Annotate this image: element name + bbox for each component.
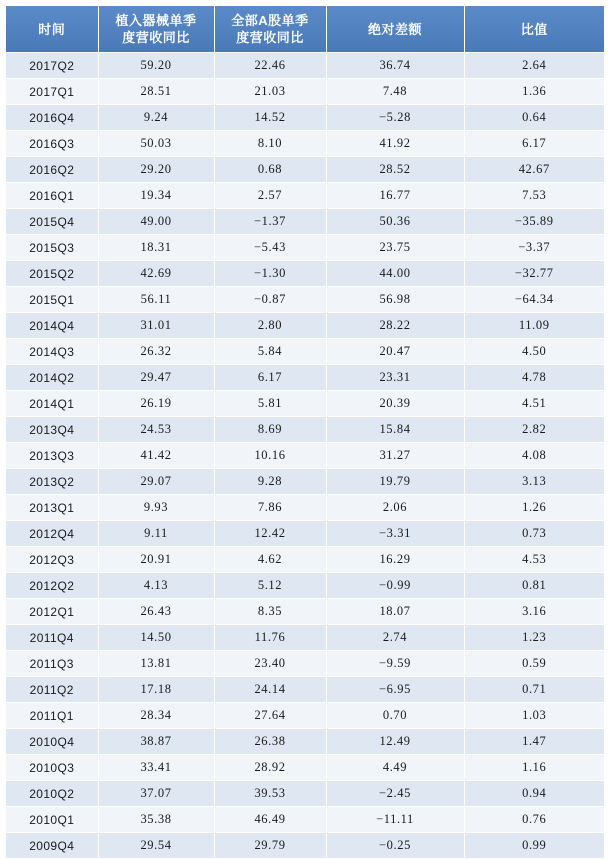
- cell-absolute-difference: 2.74: [326, 625, 464, 651]
- cell-time: 2015Q2: [6, 261, 98, 287]
- cell-ratio: −3.37: [464, 235, 604, 261]
- cell-absolute-difference: 23.31: [326, 365, 464, 391]
- cell-ratio: 0.99: [464, 833, 604, 859]
- cell-all-a-share-yoy: 46.49: [214, 807, 326, 833]
- cell-time: 2011Q2: [6, 677, 98, 703]
- cell-all-a-share-yoy: 5.84: [214, 339, 326, 365]
- table-row: [6, 53, 604, 79]
- column-header-line: 全部A股单季: [231, 13, 309, 28]
- cell-implant-device-yoy: 24.53: [98, 417, 214, 443]
- cell-absolute-difference: 7.48: [326, 79, 464, 105]
- column-header-absolute-difference: [326, 6, 464, 53]
- cell-ratio: 3.16: [464, 599, 604, 625]
- table-row: [6, 729, 604, 755]
- cell-all-a-share-yoy: 4.62: [214, 547, 326, 573]
- cell-time: 2016Q4: [6, 105, 98, 131]
- cell-time: 2014Q4: [6, 313, 98, 339]
- cell-implant-device-yoy: 29.54: [98, 833, 214, 859]
- cell-implant-device-yoy: 41.42: [98, 443, 214, 469]
- cell-time: 2013Q4: [6, 417, 98, 443]
- table-row: [6, 599, 604, 625]
- cell-ratio: 11.09: [464, 313, 604, 339]
- cell-absolute-difference: 20.39: [326, 391, 464, 417]
- table-row: [6, 703, 604, 729]
- cell-ratio: 0.94: [464, 781, 604, 807]
- cell-all-a-share-yoy: 23.40: [214, 651, 326, 677]
- cell-ratio: 0.81: [464, 573, 604, 599]
- column-header-line: 绝对差额: [367, 21, 422, 37]
- cell-implant-device-yoy: 37.07: [98, 781, 214, 807]
- cell-absolute-difference: 44.00: [326, 261, 464, 287]
- cell-all-a-share-yoy: 14.52: [214, 105, 326, 131]
- cell-ratio: 0.59: [464, 651, 604, 677]
- table-row: [6, 261, 604, 287]
- table-row: [6, 833, 604, 859]
- table-row: [6, 209, 604, 235]
- cell-all-a-share-yoy: 5.12: [214, 573, 326, 599]
- table-row: [6, 287, 604, 313]
- cell-all-a-share-yoy: 27.64: [214, 703, 326, 729]
- cell-all-a-share-yoy: 39.53: [214, 781, 326, 807]
- cell-ratio: 4.50: [464, 339, 604, 365]
- cell-ratio: 1.26: [464, 495, 604, 521]
- cell-ratio: 7.53: [464, 183, 604, 209]
- cell-absolute-difference: 16.29: [326, 547, 464, 573]
- cell-all-a-share-yoy: 7.86: [214, 495, 326, 521]
- cell-implant-device-yoy: 56.11: [98, 287, 214, 313]
- column-header-line: 度营收同比: [236, 30, 304, 45]
- cell-implant-device-yoy: 26.32: [98, 339, 214, 365]
- cell-all-a-share-yoy: −1.30: [214, 261, 326, 287]
- cell-time: 2012Q3: [6, 547, 98, 573]
- cell-ratio: 42.67: [464, 157, 604, 183]
- cell-absolute-difference: 50.36: [326, 209, 464, 235]
- table-row: [6, 807, 604, 833]
- cell-implant-device-yoy: 18.31: [98, 235, 214, 261]
- cell-all-a-share-yoy: 26.38: [214, 729, 326, 755]
- cell-time: 2016Q1: [6, 183, 98, 209]
- cell-all-a-share-yoy: 9.28: [214, 469, 326, 495]
- table-row: [6, 79, 604, 105]
- cell-implant-device-yoy: 17.18: [98, 677, 214, 703]
- cell-ratio: 4.78: [464, 365, 604, 391]
- cell-time: 2012Q1: [6, 599, 98, 625]
- cell-time: 2014Q2: [6, 365, 98, 391]
- cell-time: 2010Q3: [6, 755, 98, 781]
- cell-time: 2017Q2: [6, 53, 98, 79]
- cell-absolute-difference: 12.49: [326, 729, 464, 755]
- cell-ratio: 4.51: [464, 391, 604, 417]
- cell-absolute-difference: −11.11: [326, 807, 464, 833]
- cell-all-a-share-yoy: 5.81: [214, 391, 326, 417]
- cell-absolute-difference: 28.52: [326, 157, 464, 183]
- cell-all-a-share-yoy: 11.76: [214, 625, 326, 651]
- cell-ratio: 4.53: [464, 547, 604, 573]
- cell-ratio: 2.64: [464, 53, 604, 79]
- cell-ratio: 1.03: [464, 703, 604, 729]
- cell-all-a-share-yoy: 29.79: [214, 833, 326, 859]
- cell-absolute-difference: 23.75: [326, 235, 464, 261]
- cell-absolute-difference: −6.95: [326, 677, 464, 703]
- cell-absolute-difference: 19.79: [326, 469, 464, 495]
- cell-all-a-share-yoy: 22.46: [214, 53, 326, 79]
- cell-time: 2016Q3: [6, 131, 98, 157]
- cell-ratio: 0.73: [464, 521, 604, 547]
- quarterly-revenue-comparison-table: [6, 6, 604, 859]
- cell-ratio: 3.13: [464, 469, 604, 495]
- cell-ratio: 1.47: [464, 729, 604, 755]
- cell-ratio: 2.82: [464, 417, 604, 443]
- table-row: [6, 573, 604, 599]
- table-row: [6, 339, 604, 365]
- cell-all-a-share-yoy: 8.35: [214, 599, 326, 625]
- cell-absolute-difference: −2.45: [326, 781, 464, 807]
- table-row: [6, 651, 604, 677]
- cell-absolute-difference: 20.47: [326, 339, 464, 365]
- cell-time: 2011Q4: [6, 625, 98, 651]
- cell-time: 2014Q3: [6, 339, 98, 365]
- table-header-row: [6, 6, 604, 53]
- cell-absolute-difference: 15.84: [326, 417, 464, 443]
- table-row: [6, 105, 604, 131]
- cell-all-a-share-yoy: −0.87: [214, 287, 326, 313]
- cell-all-a-share-yoy: −1.37: [214, 209, 326, 235]
- cell-all-a-share-yoy: 2.57: [214, 183, 326, 209]
- column-header-time: [6, 6, 98, 53]
- cell-implant-device-yoy: 28.34: [98, 703, 214, 729]
- table-row: [6, 521, 604, 547]
- column-header-line: 时间: [38, 21, 66, 37]
- cell-implant-device-yoy: 35.38: [98, 807, 214, 833]
- cell-all-a-share-yoy: 8.10: [214, 131, 326, 157]
- table-row: [6, 183, 604, 209]
- cell-absolute-difference: 16.77: [326, 183, 464, 209]
- cell-absolute-difference: −3.31: [326, 521, 464, 547]
- cell-all-a-share-yoy: 2.80: [214, 313, 326, 339]
- cell-implant-device-yoy: 9.11: [98, 521, 214, 547]
- cell-absolute-difference: −0.99: [326, 573, 464, 599]
- cell-ratio: −32.77: [464, 261, 604, 287]
- table-row: [6, 755, 604, 781]
- cell-implant-device-yoy: 33.41: [98, 755, 214, 781]
- cell-ratio: 0.64: [464, 105, 604, 131]
- cell-implant-device-yoy: 20.91: [98, 547, 214, 573]
- cell-ratio: 0.76: [464, 807, 604, 833]
- table-row: [6, 235, 604, 261]
- cell-implant-device-yoy: 29.07: [98, 469, 214, 495]
- cell-time: 2012Q2: [6, 573, 98, 599]
- cell-time: 2010Q1: [6, 807, 98, 833]
- cell-implant-device-yoy: 59.20: [98, 53, 214, 79]
- column-header-line: 度营收同比: [122, 30, 190, 45]
- cell-implant-device-yoy: 4.13: [98, 573, 214, 599]
- cell-implant-device-yoy: 9.93: [98, 495, 214, 521]
- cell-implant-device-yoy: 38.87: [98, 729, 214, 755]
- cell-time: 2015Q1: [6, 287, 98, 313]
- cell-all-a-share-yoy: −5.43: [214, 235, 326, 261]
- cell-all-a-share-yoy: 28.92: [214, 755, 326, 781]
- cell-absolute-difference: −9.59: [326, 651, 464, 677]
- cell-absolute-difference: 36.74: [326, 53, 464, 79]
- cell-time: 2010Q4: [6, 729, 98, 755]
- cell-all-a-share-yoy: 8.69: [214, 417, 326, 443]
- cell-implant-device-yoy: 31.01: [98, 313, 214, 339]
- table-row: [6, 365, 604, 391]
- cell-all-a-share-yoy: 6.17: [214, 365, 326, 391]
- cell-implant-device-yoy: 49.00: [98, 209, 214, 235]
- column-header-implant-device-quarterly-revenue-yoy: [98, 6, 214, 53]
- table-row: [6, 313, 604, 339]
- cell-ratio: 4.08: [464, 443, 604, 469]
- cell-ratio: 1.36: [464, 79, 604, 105]
- cell-absolute-difference: 41.92: [326, 131, 464, 157]
- cell-time: 2017Q1: [6, 79, 98, 105]
- cell-absolute-difference: 18.07: [326, 599, 464, 625]
- cell-implant-device-yoy: 9.24: [98, 105, 214, 131]
- cell-time: 2013Q1: [6, 495, 98, 521]
- table-row: [6, 157, 604, 183]
- table-row: [6, 781, 604, 807]
- column-header-line: 比值: [520, 21, 548, 37]
- cell-absolute-difference: 28.22: [326, 313, 464, 339]
- cell-time: 2011Q3: [6, 651, 98, 677]
- cell-absolute-difference: 56.98: [326, 287, 464, 313]
- cell-time: 2013Q3: [6, 443, 98, 469]
- cell-ratio: 1.23: [464, 625, 604, 651]
- cell-implant-device-yoy: 26.43: [98, 599, 214, 625]
- cell-time: 2015Q4: [6, 209, 98, 235]
- cell-implant-device-yoy: 19.34: [98, 183, 214, 209]
- cell-ratio: 1.16: [464, 755, 604, 781]
- column-header-all-a-share-quarterly-revenue-yoy: [214, 6, 326, 53]
- cell-implant-device-yoy: 26.19: [98, 391, 214, 417]
- table-header: [6, 6, 604, 53]
- column-header-line: 植入器械单季: [115, 13, 197, 28]
- table-row: [6, 131, 604, 157]
- cell-all-a-share-yoy: 12.42: [214, 521, 326, 547]
- cell-time: 2012Q4: [6, 521, 98, 547]
- column-header-ratio: [464, 6, 604, 53]
- cell-ratio: −35.89: [464, 209, 604, 235]
- cell-time: 2016Q2: [6, 157, 98, 183]
- cell-time: 2010Q2: [6, 781, 98, 807]
- cell-all-a-share-yoy: 0.68: [214, 157, 326, 183]
- cell-time: 2013Q2: [6, 469, 98, 495]
- cell-absolute-difference: 0.70: [326, 703, 464, 729]
- cell-all-a-share-yoy: 21.03: [214, 79, 326, 105]
- cell-ratio: 0.71: [464, 677, 604, 703]
- cell-absolute-difference: 31.27: [326, 443, 464, 469]
- cell-ratio: 6.17: [464, 131, 604, 157]
- table-row: [6, 443, 604, 469]
- cell-time: 2014Q1: [6, 391, 98, 417]
- cell-implant-device-yoy: 50.03: [98, 131, 214, 157]
- cell-implant-device-yoy: 42.69: [98, 261, 214, 287]
- table-row: [6, 391, 604, 417]
- cell-ratio: −64.34: [464, 287, 604, 313]
- cell-absolute-difference: 2.06: [326, 495, 464, 521]
- table-row: [6, 677, 604, 703]
- cell-implant-device-yoy: 29.47: [98, 365, 214, 391]
- table-row: [6, 469, 604, 495]
- cell-implant-device-yoy: 14.50: [98, 625, 214, 651]
- cell-all-a-share-yoy: 24.14: [214, 677, 326, 703]
- cell-all-a-share-yoy: 10.16: [214, 443, 326, 469]
- cell-time: 2011Q1: [6, 703, 98, 729]
- table-row: [6, 547, 604, 573]
- cell-absolute-difference: −0.25: [326, 833, 464, 859]
- table-row: [6, 417, 604, 443]
- cell-implant-device-yoy: 29.20: [98, 157, 214, 183]
- table-body: [6, 53, 604, 859]
- cell-absolute-difference: 4.49: [326, 755, 464, 781]
- table-row: [6, 625, 604, 651]
- cell-implant-device-yoy: 13.81: [98, 651, 214, 677]
- cell-time: 2009Q4: [6, 833, 98, 859]
- cell-time: 2015Q3: [6, 235, 98, 261]
- cell-implant-device-yoy: 28.51: [98, 79, 214, 105]
- table-row: [6, 495, 604, 521]
- cell-absolute-difference: −5.28: [326, 105, 464, 131]
